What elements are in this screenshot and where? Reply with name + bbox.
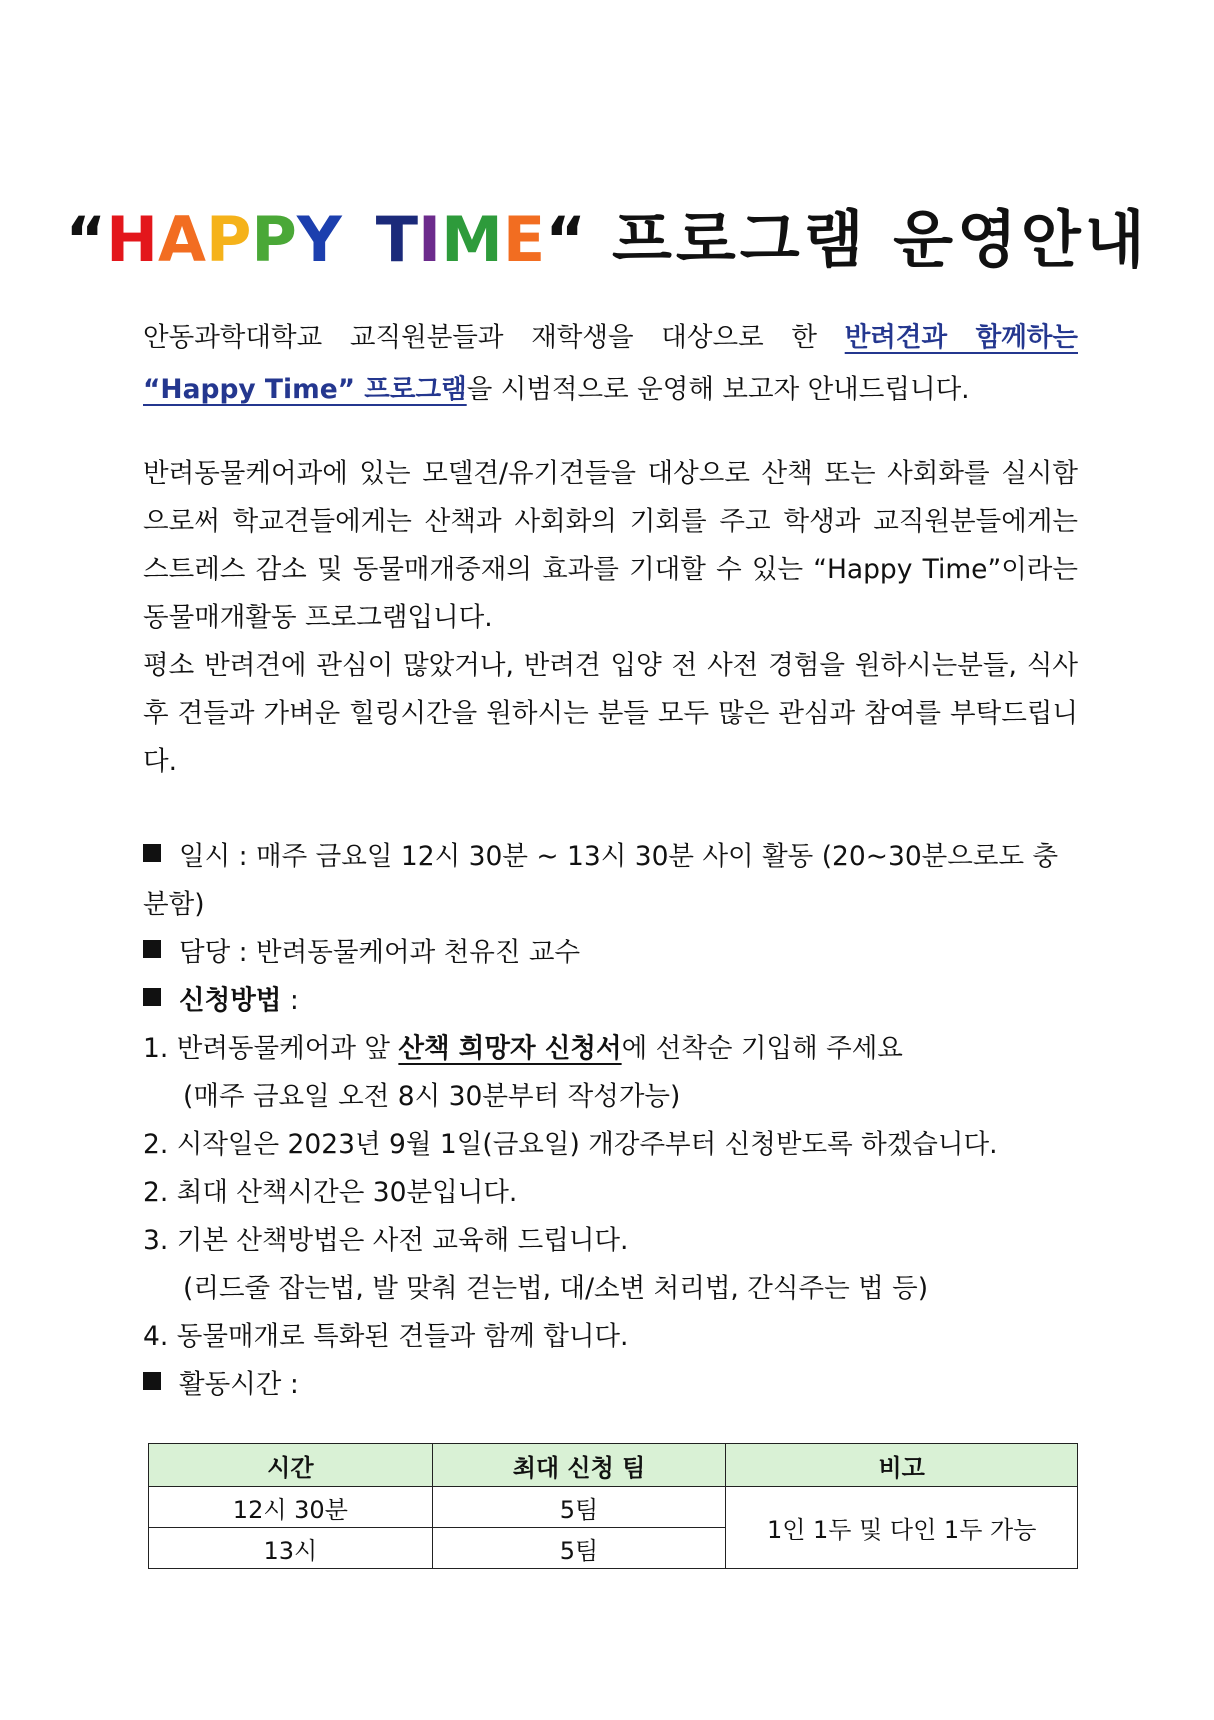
title-open-quote: “ <box>65 203 107 276</box>
description-paragraph-2: 평소 반려견에 관심이 많았거나, 반려견 입양 전 사전 경험을 원하시는분들, 식사 후 견들과 가벼운 힐링시간을 원하시는 분들 모두 많은 관심과 참여를 부탁드립니다. <box>143 650 1078 777</box>
table-header-note: 비고 <box>726 1444 1078 1487</box>
title-letter: P <box>251 203 297 276</box>
title-rainbow-text <box>106 203 545 276</box>
title-korean: 프로그램 운영안내 <box>611 203 1149 276</box>
intro-paragraph <box>143 312 1078 416</box>
info-date: 일시 : 매주 금요일 12시 30분 ~ 13시 30분 사이 활동 (20~30분으로도 충분함) <box>143 841 1059 920</box>
title-letter: T <box>375 203 419 276</box>
table-row <box>149 1487 1078 1528</box>
intro-text-before: 안동과학대학교 교직원분들과 재학생을 대상으로 한 <box>143 322 845 353</box>
description-section <box>143 450 1078 786</box>
table-cell-time: 12시 30분 <box>149 1487 433 1528</box>
step-2b: 2. 최대 산책시간은 30분입니다. <box>143 1177 518 1208</box>
bullet-square-icon <box>143 1372 161 1390</box>
info-charge: 담당 : 반려동물케어과 천유진 교수 <box>143 929 1078 977</box>
table-header-row <box>149 1444 1078 1487</box>
step-2a: 2. 시작일은 2023년 9월 1일(금요일) 개강주부터 신청받도록 하겠습니다. <box>143 1129 998 1160</box>
table-header-time: 시간 <box>149 1444 433 1487</box>
step-4: 4. 동물매개로 특화된 견들과 함께 합니다. <box>143 1321 629 1352</box>
intro-text-after: 을 시범적으로 운영해 보고자 안내드립니다. <box>466 374 970 405</box>
title-letter: Y <box>296 203 342 276</box>
table-header-teams: 최대 신청 팀 <box>432 1444 726 1487</box>
application-form-name: 산책 희망자 신청서 <box>398 1033 622 1064</box>
bullet-square-icon <box>143 940 161 958</box>
table-cell-note: 1인 1두 및 다인 1두 가능 <box>726 1487 1078 1569</box>
table-cell-time: 13시 <box>149 1528 433 1569</box>
table-cell-teams: 5팀 <box>432 1528 726 1569</box>
title-letter: P <box>205 203 252 276</box>
bullet-square-icon <box>143 988 161 1006</box>
intro-highlight: 반려견과 함께하는 “Happy Time” 프로그램 <box>143 322 1078 405</box>
title-letter: H <box>106 203 158 276</box>
title-letter: M <box>441 203 503 276</box>
title-letter: E <box>502 203 546 276</box>
info-section <box>143 833 1078 1409</box>
schedule-table <box>148 1443 1078 1569</box>
step-3: 3. 기본 산책방법은 사전 교육해 드립니다. <box>143 1225 629 1256</box>
title-letter: A <box>157 203 206 276</box>
page-title <box>0 190 1214 279</box>
table-cell-teams: 5팀 <box>432 1487 726 1528</box>
description-paragraph-1: 반려동물케어과에 있는 모델견/유기견들을 대상으로 산책 또는 사회화를 실시함으로써 학교견들에게는 산책과 사회화의 기회를 주고 학생과 교직원분들에게는 스트레스 감소 및 동물매개중재의 효과를 기대할 수 있는 “Happy Time”이라는 동물매개활동 프로그램입니다. <box>143 458 1078 633</box>
step-1-note: (매주 금요일 오전 8시 30분부터 작성가능) <box>183 1081 681 1112</box>
info-method: 신청방법 : <box>143 977 1078 1025</box>
title-letter: I <box>418 203 442 276</box>
step-1: 1. 반려동물케어과 앞 산책 희망자 신청서에 선착순 기입해 주세요 <box>143 1033 903 1064</box>
step-3-note: (리드줄 잡는법, 발 맞춰 걷는법, 대/소변 처리법, 간식주는 법 등) <box>183 1273 929 1304</box>
bullet-square-icon <box>143 844 161 862</box>
info-activity-time: 활동시간 : <box>143 1361 1078 1409</box>
title-close-quote: “ <box>545 203 586 276</box>
